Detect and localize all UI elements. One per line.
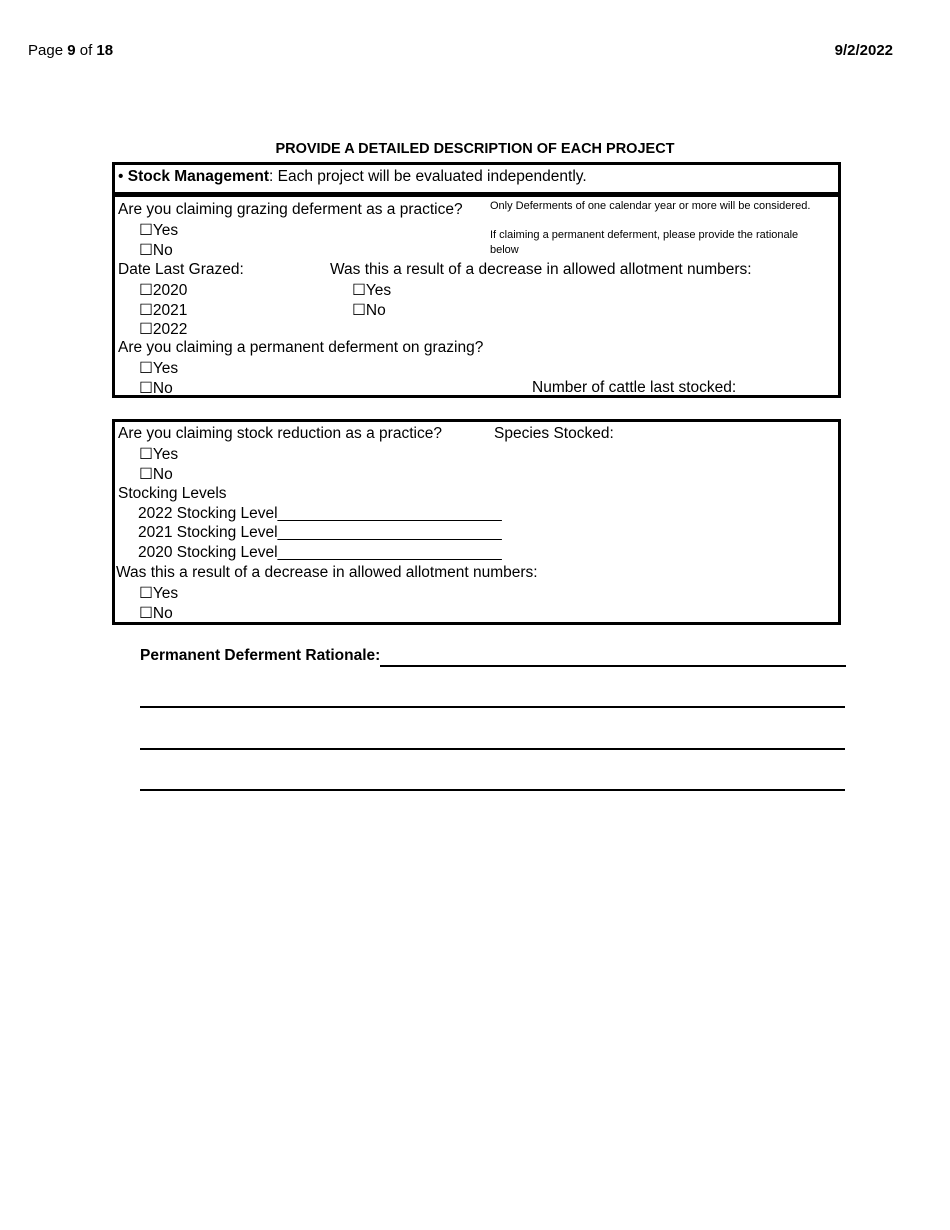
rationale-line-4[interactable] [140, 789, 845, 791]
stock-management-heading-box [112, 162, 841, 195]
permanent-deferment-yes-checkbox[interactable]: ☐Yes [139, 360, 179, 377]
date-last-grazed-label: Date Last Grazed: [118, 261, 244, 278]
stocking-level-2021-field[interactable]: 2021 Stocking Level__________________________ [138, 524, 502, 541]
grazed-2022-checkbox[interactable]: ☐2022 [139, 321, 188, 338]
grazing-deferment-question: Are you claiming grazing deferment as a practice? [118, 201, 463, 218]
grazing-deferment-yes-checkbox[interactable]: ☐Yes [139, 222, 179, 239]
stocking-levels-label: Stocking Levels [118, 485, 227, 502]
permanent-deferment-question: Are you claiming a permanent deferment on grazing? [118, 339, 484, 356]
decrease-yes-checkbox[interactable]: ☐Yes [352, 282, 392, 299]
section-title: PROVIDE A DETAILED DESCRIPTION OF EACH PROJECT [275, 141, 675, 157]
stock-reduction-box [112, 419, 841, 625]
rationale-line-1[interactable] [380, 665, 846, 667]
grazing-deferment-box [112, 194, 841, 398]
reduction-decrease-allotment-question: Was this a result of a decrease in allowed allotment numbers: [116, 564, 538, 581]
stock-management-heading: • Stock Management: Each project will be evaluated independently. [118, 168, 587, 185]
document-date: 9/2/2022 [834, 42, 893, 59]
permanent-rationale-note-1: If claiming a permanent deferment, please provide the rationale [490, 229, 799, 241]
stocking-level-2020-field[interactable]: 2020 Stocking Level__________________________ [138, 544, 502, 561]
reduction-decrease-yes-checkbox[interactable]: ☐Yes [139, 585, 179, 602]
grazing-deferment-no-checkbox[interactable]: ☐No [139, 242, 173, 259]
species-stocked-label: Species Stocked: [494, 425, 614, 442]
decrease-allotment-question: Was this a result of a decrease in allowed allotment numbers: [330, 261, 752, 278]
stock-reduction-question: Are you claiming stock reduction as a practice? [118, 425, 442, 442]
rationale-line-2[interactable] [140, 706, 845, 708]
decrease-no-checkbox[interactable]: ☐No [352, 302, 386, 319]
stocking-level-2022-field[interactable]: 2022 Stocking Level__________________________ [138, 505, 502, 522]
page-number: 9 [67, 42, 76, 59]
grazed-2021-checkbox[interactable]: ☐2021 [139, 302, 188, 319]
rationale-label: Permanent Deferment Rationale: [140, 647, 381, 664]
reduction-decrease-no-checkbox[interactable]: ☐No [139, 605, 173, 622]
permanent-deferment-no-checkbox[interactable]: ☐No [139, 380, 173, 397]
stock-reduction-yes-checkbox[interactable]: ☐Yes [139, 446, 179, 463]
cattle-last-stocked-label: Number of cattle last stocked: [532, 379, 737, 396]
rationale-line-3[interactable] [140, 748, 845, 750]
page-total: 18 [96, 42, 114, 59]
one-year-note: Only Deferments of one calendar year or more will be considered. [490, 200, 811, 212]
permanent-rationale-note-2: below [490, 244, 519, 256]
grazed-2020-checkbox[interactable]: ☐2020 [139, 282, 188, 299]
stock-reduction-no-checkbox[interactable]: ☐No [139, 466, 173, 483]
page-indicator: Page 9 of 18 [28, 42, 114, 59]
